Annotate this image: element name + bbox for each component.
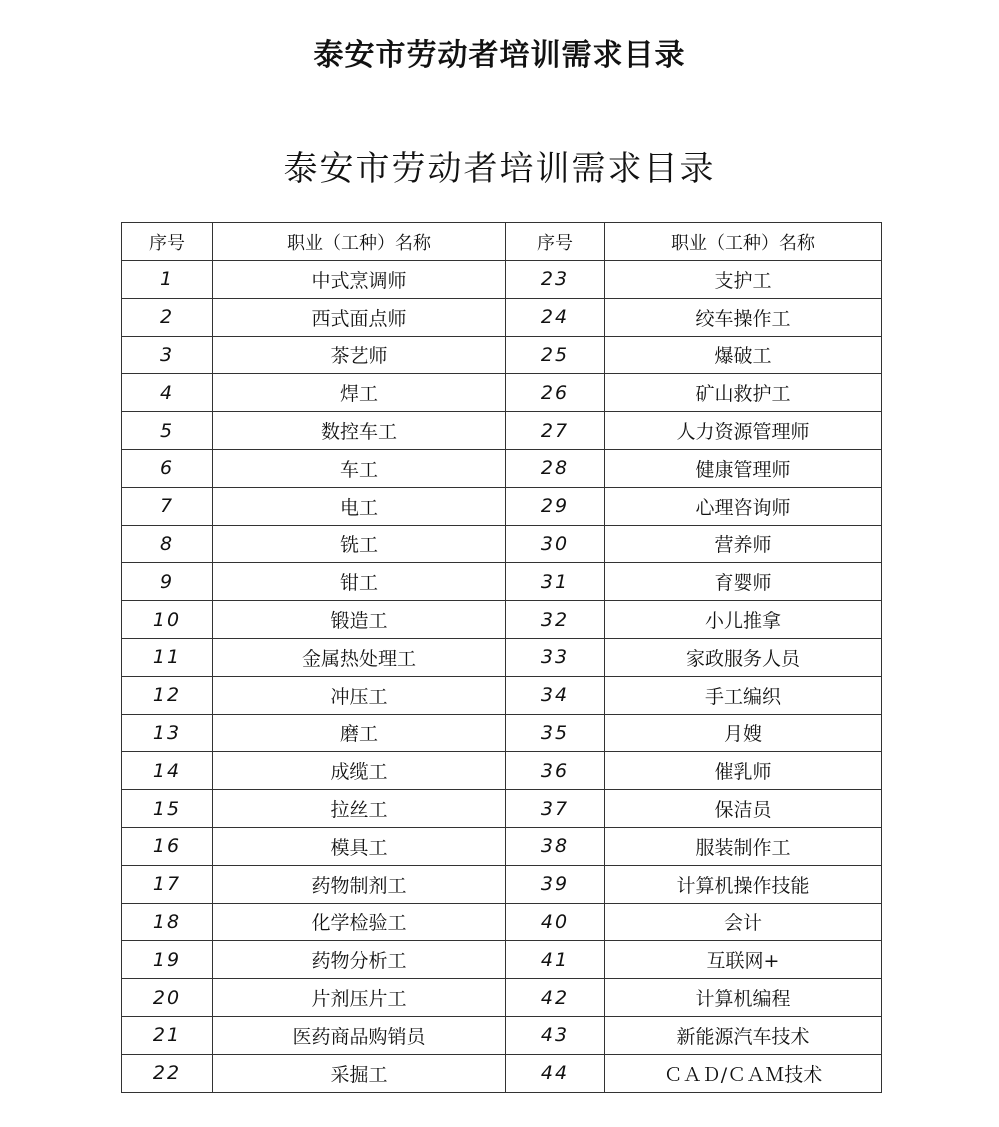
cell-serial-right: 40 <box>506 903 605 941</box>
table-row <box>122 487 882 525</box>
cell-occupation-right: 家政服务人员 <box>605 638 882 676</box>
table-row <box>122 525 882 563</box>
cell-occupation-left: 模具工 <box>213 827 506 865</box>
cell-serial-right: 28 <box>506 449 605 487</box>
cell-serial-left: 9 <box>122 563 213 601</box>
cell-serial-right: 27 <box>506 412 605 450</box>
cell-serial-left: 22 <box>122 1054 213 1092</box>
table-row <box>122 865 882 903</box>
cell-occupation-right: 月嫂 <box>605 714 882 752</box>
table-body <box>122 261 882 1093</box>
table-row <box>122 1054 882 1092</box>
table-row <box>122 261 882 299</box>
cell-serial-left: 3 <box>122 336 213 374</box>
cell-serial-right: 24 <box>506 298 605 336</box>
cell-serial-right: 33 <box>506 638 605 676</box>
cell-occupation-right: 人力资源管理师 <box>605 412 882 450</box>
cell-occupation-left: 锻造工 <box>213 601 506 639</box>
table-row <box>122 563 882 601</box>
cell-occupation-left: 焊工 <box>213 374 506 412</box>
header-serial-right: 序号 <box>506 223 605 261</box>
cell-serial-left: 16 <box>122 827 213 865</box>
cell-occupation-left: 磨工 <box>213 714 506 752</box>
header-occupation-right: 职业（工种）名称 <box>605 223 882 261</box>
cell-serial-right: 38 <box>506 827 605 865</box>
table-row <box>122 374 882 412</box>
cell-occupation-left: 中式烹调师 <box>213 261 506 299</box>
cell-occupation-right: 营养师 <box>605 525 882 563</box>
cell-occupation-left: 车工 <box>213 449 506 487</box>
cell-serial-left: 7 <box>122 487 213 525</box>
cell-occupation-left: 拉丝工 <box>213 790 506 828</box>
table-row <box>122 298 882 336</box>
table-row <box>122 412 882 450</box>
table-row <box>122 903 882 941</box>
training-catalog-table <box>121 222 882 1093</box>
cell-serial-left: 11 <box>122 638 213 676</box>
cell-occupation-right: 小儿推拿 <box>605 601 882 639</box>
cell-serial-left: 15 <box>122 790 213 828</box>
table-row <box>122 941 882 979</box>
cell-occupation-left: 医药商品购销员 <box>213 1016 506 1054</box>
cell-serial-left: 20 <box>122 979 213 1017</box>
cell-serial-right: 26 <box>506 374 605 412</box>
cell-occupation-left: 金属热处理工 <box>213 638 506 676</box>
cell-occupation-left: 钳工 <box>213 563 506 601</box>
cell-serial-right: 39 <box>506 865 605 903</box>
cell-occupation-left: 西式面点师 <box>213 298 506 336</box>
cell-occupation-right: 矿山救护工 <box>605 374 882 412</box>
cell-serial-right: 23 <box>506 261 605 299</box>
cell-occupation-left: 片剂压片工 <box>213 979 506 1017</box>
cell-occupation-right: 催乳师 <box>605 752 882 790</box>
table-row <box>122 714 882 752</box>
table-row <box>122 638 882 676</box>
table-row <box>122 601 882 639</box>
cell-serial-right: 25 <box>506 336 605 374</box>
cell-occupation-left: 数控车工 <box>213 412 506 450</box>
cell-serial-right: 32 <box>506 601 605 639</box>
cell-serial-left: 18 <box>122 903 213 941</box>
cell-occupation-left: 药物制剂工 <box>213 865 506 903</box>
cell-serial-left: 8 <box>122 525 213 563</box>
table-row <box>122 449 882 487</box>
cell-serial-right: 29 <box>506 487 605 525</box>
cell-occupation-right: 绞车操作工 <box>605 298 882 336</box>
cell-serial-right: 36 <box>506 752 605 790</box>
cell-occupation-right: 保洁员 <box>605 790 882 828</box>
cell-occupation-left: 铣工 <box>213 525 506 563</box>
table-row <box>122 336 882 374</box>
cell-occupation-right: 爆破工 <box>605 336 882 374</box>
cell-occupation-right: 计算机编程 <box>605 979 882 1017</box>
table-row <box>122 1016 882 1054</box>
cell-serial-right: 42 <box>506 979 605 1017</box>
cell-occupation-left: 茶艺师 <box>213 336 506 374</box>
cell-occupation-left: 电工 <box>213 487 506 525</box>
cell-serial-left: 19 <box>122 941 213 979</box>
cell-serial-left: 1 <box>122 261 213 299</box>
header-occupation-left: 职业（工种）名称 <box>213 223 506 261</box>
table-header-row <box>122 223 882 261</box>
cell-serial-left: 2 <box>122 298 213 336</box>
cell-occupation-right: ＣＡＤ/ＣＡＭ技术 <box>605 1054 882 1092</box>
table-row <box>122 752 882 790</box>
cell-serial-left: 4 <box>122 374 213 412</box>
cell-serial-right: 37 <box>506 790 605 828</box>
cell-occupation-left: 冲压工 <box>213 676 506 714</box>
cell-occupation-right: 计算机操作技能 <box>605 865 882 903</box>
cell-serial-right: 35 <box>506 714 605 752</box>
cell-occupation-left: 成缆工 <box>213 752 506 790</box>
table-row <box>122 676 882 714</box>
cell-occupation-right: 手工编织 <box>605 676 882 714</box>
cell-serial-left: 17 <box>122 865 213 903</box>
cell-occupation-right: 支护工 <box>605 261 882 299</box>
cell-occupation-right: 育婴师 <box>605 563 882 601</box>
cell-serial-left: 13 <box>122 714 213 752</box>
cell-occupation-right: 互联网+ <box>605 941 882 979</box>
cell-serial-right: 30 <box>506 525 605 563</box>
cell-serial-left: 12 <box>122 676 213 714</box>
cell-occupation-left: 药物分析工 <box>213 941 506 979</box>
cell-occupation-right: 服装制作工 <box>605 827 882 865</box>
cell-occupation-left: 化学检验工 <box>213 903 506 941</box>
document-title: 泰安市劳动者培训需求目录 <box>283 149 716 189</box>
cell-serial-right: 34 <box>506 676 605 714</box>
cell-serial-right: 41 <box>506 941 605 979</box>
cell-occupation-right: 新能源汽车技术 <box>605 1016 882 1054</box>
table-row <box>122 790 882 828</box>
cell-occupation-right: 会计 <box>605 903 882 941</box>
cell-serial-left: 21 <box>122 1016 213 1054</box>
cell-occupation-right: 健康管理师 <box>605 449 882 487</box>
table-row <box>122 979 882 1017</box>
cell-serial-left: 6 <box>122 449 213 487</box>
cell-serial-left: 10 <box>122 601 213 639</box>
cell-serial-left: 14 <box>122 752 213 790</box>
cell-serial-right: 44 <box>506 1054 605 1092</box>
header-serial-left: 序号 <box>122 223 213 261</box>
cell-serial-left: 5 <box>122 412 213 450</box>
table-row <box>122 827 882 865</box>
cell-occupation-right: 心理咨询师 <box>605 487 882 525</box>
cell-occupation-left: 采掘工 <box>213 1054 506 1092</box>
cell-serial-right: 31 <box>506 563 605 601</box>
page-header-title: 泰安市劳动者培训需求目录 <box>313 38 686 73</box>
cell-serial-right: 43 <box>506 1016 605 1054</box>
